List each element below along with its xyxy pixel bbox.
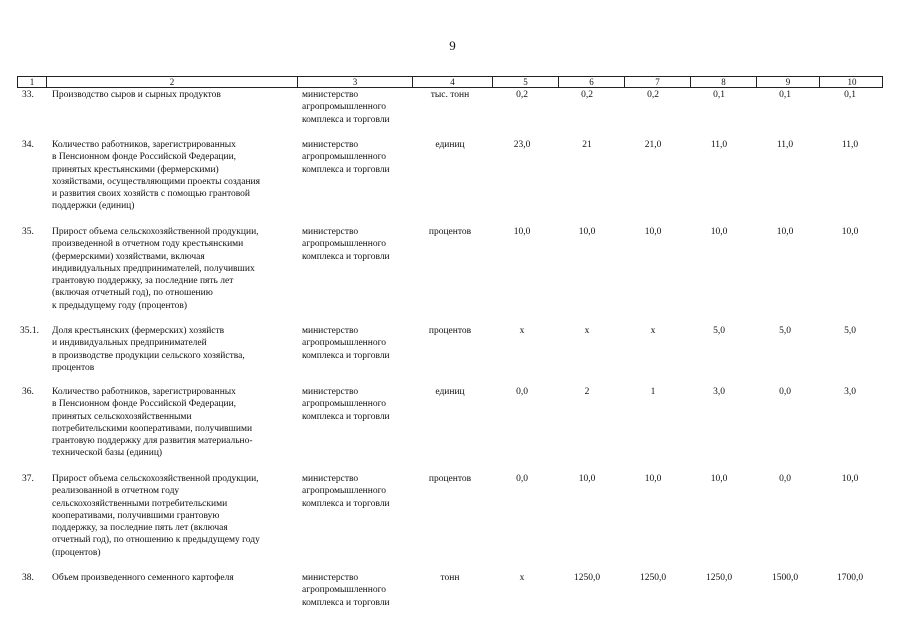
row-number: 37. (22, 474, 34, 484)
value-col-7: 21,0 (644, 140, 662, 150)
page-number: 9 (449, 38, 456, 53)
value-col-10: 3,0 (844, 387, 856, 397)
indicator-name (52, 226, 297, 312)
ministry-line: комплекса и торговли (302, 164, 390, 175)
ministry-line: министерство (302, 474, 359, 484)
row-number: 35. (22, 227, 34, 237)
ministry-line: агропромышленного (302, 399, 387, 410)
value-col-10: 10,0 (841, 227, 859, 237)
value-col-9: 5,0 (779, 326, 791, 336)
ministry-line: министерство (302, 90, 359, 100)
row-number: 36. (22, 387, 34, 397)
ministry-line: агропромышленного (302, 486, 387, 497)
value-col-6: 0,2 (581, 90, 593, 100)
ministry-line: комплекса и торговли (302, 498, 390, 509)
header-col-6: 6 (559, 77, 625, 87)
value-col-7: 1250,0 (639, 573, 667, 583)
responsible-ministry (302, 226, 417, 263)
unit: единиц (435, 140, 465, 150)
indicator-name-line: и развития своих хозяйств с помощью грантовой (52, 189, 251, 200)
indicator-name-line: Прирост объема сельскохозяйственной продукции, (52, 474, 259, 484)
value-col-7: 0,2 (647, 90, 659, 100)
ministry-line: министерство (302, 326, 359, 336)
ministry-line: агропромышленного (302, 152, 387, 163)
header-col-2: 2 (47, 77, 298, 87)
ministry-line: министерство (302, 227, 359, 237)
indicator-name-line: индивидуальных предпринимателей, получивших (52, 263, 255, 274)
indicator-name-line: в производстве продукции сельского хозяйства, (52, 350, 245, 361)
indicator-name-line: (процентов) (52, 547, 101, 558)
indicator-name (52, 473, 297, 559)
indicator-name-line: в Пенсионном фонде Российской Федерации, (52, 152, 237, 163)
value-col-10: 1700,0 (836, 573, 864, 583)
value-col-8: 5,0 (713, 326, 725, 336)
indicator-name-line: поддержки (единиц) (52, 201, 135, 212)
value-col-9: 10,0 (776, 227, 794, 237)
responsible-ministry (302, 473, 417, 510)
value-col-8: 3,0 (713, 387, 725, 397)
unit: процентов (428, 326, 472, 336)
value-col-9: 11,0 (776, 140, 794, 150)
unit: тыс. тонн (430, 90, 470, 100)
indicator-name (52, 139, 297, 213)
value-col-5: х (519, 326, 525, 336)
indicator-name (52, 325, 297, 374)
value-col-9: 0,1 (779, 90, 791, 100)
value-col-5: 0,0 (516, 387, 528, 397)
value-col-9: 0,0 (779, 387, 791, 397)
value-col-6: 10,0 (578, 227, 596, 237)
indicator-name-line: к предыдущему году (процентов) (52, 300, 188, 311)
indicator-name-line: и индивидуальных предпринимателей (52, 338, 207, 349)
unit: процентов (428, 227, 472, 237)
indicator-name-line: Объем произведенного семенного картофеля (52, 573, 234, 583)
header-col-7: 7 (625, 77, 691, 87)
indicator-name-line: потребительскими кооперативами, получившими (52, 423, 253, 434)
indicator-name-line: (фермерскими) хозяйствами, включая (52, 251, 205, 262)
value-col-5: х (519, 573, 525, 583)
indicator-name-line: принятых сельскохозяйственными (52, 411, 192, 422)
value-col-6: 10,0 (578, 474, 596, 484)
responsible-ministry (302, 386, 417, 423)
row-number: 33. (22, 90, 34, 100)
header-col-8: 8 (691, 77, 757, 87)
responsible-ministry (302, 89, 417, 126)
ministry-line: министерство (302, 387, 359, 397)
ministry-line: агропромышленного (302, 338, 387, 349)
value-col-6: 21 (582, 140, 592, 150)
indicator-name-line: Прирост объема сельскохозяйственной продукции, (52, 227, 259, 237)
ministry-line: агропромышленного (302, 239, 387, 250)
indicator-name-line: технической базы (единиц) (52, 448, 163, 459)
value-col-7: 1 (650, 387, 656, 397)
indicator-name-line: Производство сыров и сырных продуктов (52, 90, 221, 100)
row-number: 34. (22, 140, 34, 150)
indicator-name-line: кооперативами, получившими грантовую (52, 510, 220, 521)
value-col-6: 2 (584, 387, 590, 397)
header-col-5: 5 (493, 77, 559, 87)
indicator-name-line: сельскохозяйственными потребительскими (52, 498, 228, 509)
unit: тонн (440, 573, 460, 583)
value-col-7: х (650, 326, 656, 336)
value-col-10: 0,1 (844, 90, 856, 100)
value-col-6: 1250,0 (573, 573, 601, 583)
value-col-7: 10,0 (644, 227, 662, 237)
header-col-9: 9 (757, 77, 820, 87)
value-col-5: 10,0 (513, 227, 531, 237)
ministry-line: агропромышленного (302, 585, 387, 596)
value-col-5: 23,0 (513, 140, 531, 150)
ministry-line: комплекса и торговли (302, 411, 390, 422)
ministry-line: комплекса и торговли (302, 597, 390, 608)
indicator-name-line: произведенной в отчетном году крестьянскими (52, 239, 244, 250)
responsible-ministry (302, 139, 417, 176)
indicator-name-line: грантовую поддержку, за последние пять лет (52, 276, 234, 287)
indicator-name (52, 386, 297, 460)
value-col-10: 5,0 (844, 326, 856, 336)
indicator-name-line: Доля крестьянских (фермерских) хозяйств (52, 326, 225, 336)
ministry-line: комплекса и торговли (302, 251, 390, 262)
indicator-name-line: отчетный год), по отношению к предыдущему году (52, 535, 260, 546)
value-col-6: х (584, 326, 590, 336)
indicator-name-line: (включая отчетный год), по отношению (52, 288, 213, 299)
indicator-name-line: хозяйствами, осуществляющими проекты создания (52, 176, 260, 187)
value-col-7: 10,0 (644, 474, 662, 484)
indicator-name-line: поддержку, за последние пять лет (включая (52, 523, 228, 534)
indicator-name-line: Количество работников, зарегистрированных (52, 140, 236, 150)
value-col-10: 11,0 (841, 140, 859, 150)
value-col-9: 0,0 (779, 474, 791, 484)
indicator-name-line: принятых крестьянскими (фермерскими) (52, 164, 219, 175)
indicator-name (52, 89, 297, 101)
unit: единиц (435, 387, 465, 397)
header-col-10: 10 (847, 77, 857, 87)
row-number: 38. (22, 573, 34, 583)
value-col-8: 10,0 (710, 474, 728, 484)
value-col-9: 1500,0 (771, 573, 799, 583)
ministry-line: комплекса и торговли (302, 114, 390, 125)
indicator-name-line: в Пенсионном фонде Российской Федерации, (52, 399, 237, 410)
responsible-ministry (302, 325, 417, 362)
value-col-5: 0,2 (516, 90, 528, 100)
value-col-5: 0,0 (516, 474, 528, 484)
value-col-8: 10,0 (710, 227, 728, 237)
ministry-line: министерство (302, 573, 359, 583)
indicator-name-line: реализованной в отчетном году (52, 486, 180, 497)
value-col-10: 10,0 (841, 474, 859, 484)
value-col-8: 0,1 (713, 90, 725, 100)
table-header-row (17, 76, 883, 88)
responsible-ministry (302, 572, 417, 609)
ministry-line: министерство (302, 140, 359, 150)
header-col-3: 3 (298, 77, 413, 87)
indicator-name-line: грантовую поддержку для развития материально- (52, 436, 253, 447)
indicator-name (52, 572, 297, 584)
value-col-8: 1250,0 (705, 573, 733, 583)
row-number: 35.1. (20, 326, 39, 336)
header-col-1: 1 (18, 77, 47, 87)
unit: процентов (428, 474, 472, 484)
header-col-4: 4 (413, 77, 493, 87)
value-col-8: 11,0 (710, 140, 728, 150)
indicator-name-line: Количество работников, зарегистрированных (52, 387, 236, 397)
ministry-line: комплекса и торговли (302, 350, 390, 361)
indicator-name-line: процентов (52, 362, 95, 373)
ministry-line: агропромышленного (302, 102, 387, 113)
